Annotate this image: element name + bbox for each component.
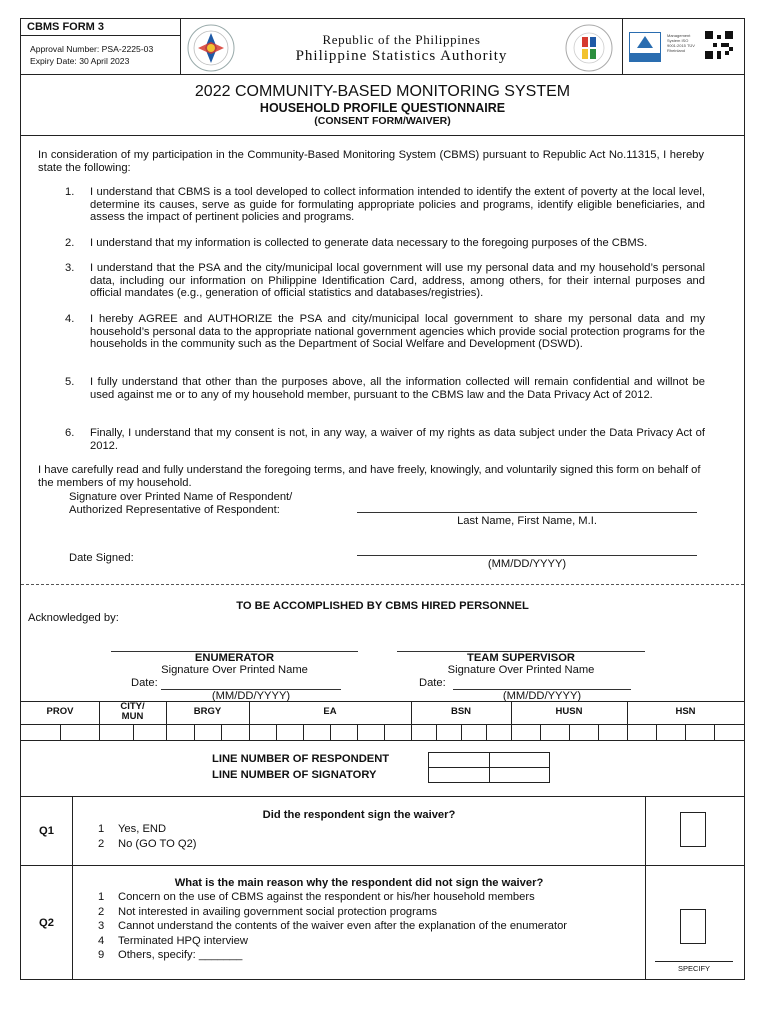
- consent-intro: In consideration of my participation in the Community-Based Monitoring System (CBMS) pursuant to Republic Act No.11315, I hereby state the following:: [38, 149, 704, 174]
- q2-id: Q2: [21, 866, 73, 979]
- item-text: I fully understand that other than the purposes above, all the information collected will remain confidential and willnot be used against me or to any of my household member, pursuant to the CBMS law and the Data Privacy Act of 2012.: [90, 376, 705, 401]
- digit-cell[interactable]: [461, 724, 462, 740]
- item-text: I understand that the PSA and the city/municipal local government will use my personal data and my household’s personal data, including our information on Philippine Identification Card, address, among others, for their internal purposes and official mandates (e.g., generation of official statistics and databases/registries).: [90, 262, 705, 299]
- digit-cell[interactable]: [60, 724, 61, 740]
- form-id-cell: [21, 19, 181, 74]
- digit-cell[interactable]: [330, 724, 331, 740]
- questionnaire-title: HOUSEHOLD PROFILE QUESTIONNAIRE: [259, 101, 506, 115]
- digit-cell[interactable]: [540, 724, 541, 740]
- certification-text: Management System ISO 9001:2015 TÜV Rheinland: [667, 33, 695, 53]
- cut-line: [21, 584, 744, 585]
- q2-option: 1 Concern on the use of CBMS against the respondent or his/her household members: [98, 891, 535, 903]
- q2-option: 4 Terminated HPQ interview: [98, 934, 248, 947]
- enumerator-date-label: Date:: [131, 677, 158, 689]
- respondent-line-label: LINE NUMBER OF RESPONDENT: [212, 753, 390, 765]
- citymun-header-line2: MUN: [121, 711, 144, 722]
- digit-cell[interactable]: [303, 724, 304, 740]
- digit-cell[interactable]: [133, 724, 134, 740]
- answer-column-divider: [645, 797, 646, 865]
- husn-header: HUSN: [555, 706, 583, 717]
- triangle-icon: [637, 36, 653, 48]
- digit-cell[interactable]: [194, 724, 195, 740]
- item-number: 5.: [65, 376, 75, 388]
- supervisor-signature-hint: Signature Over Printed Name: [447, 664, 595, 676]
- enumerator-signature-hint: Signature Over Printed Name: [161, 664, 308, 676]
- citymun-header-line1: CITY/: [120, 701, 145, 712]
- date-format-hint: (MM/DD/YYYY): [487, 558, 567, 570]
- digit-cell[interactable]: [685, 724, 686, 740]
- supervisor-date-format: (MM/DD/YYYY): [502, 690, 582, 702]
- personnel-heading: TO BE ACCOMPLISHED BY CBMS HIRED PERSONNEL: [236, 600, 529, 612]
- q1-question: Did the respondent sign the waiver?: [262, 809, 456, 821]
- bsn-header: BSN: [450, 706, 472, 717]
- digit-cell[interactable]: [221, 724, 222, 740]
- approval-info: [30, 43, 153, 67]
- table-rule: [21, 724, 744, 725]
- expiry-date: Expiry Date: 30 April 2023: [30, 56, 130, 66]
- digit-cell[interactable]: [384, 724, 385, 740]
- respondent-signature-label: [69, 491, 292, 516]
- qr-code-icon: [705, 31, 733, 59]
- form-header: [21, 19, 744, 75]
- digit-cell[interactable]: [598, 724, 599, 740]
- q1-answer-box[interactable]: [680, 812, 706, 847]
- q2-option: 9 Others, specify: _______: [98, 949, 243, 962]
- q2-specify-label: SPECIFY: [677, 964, 711, 973]
- supervisor-date-label: Date:: [419, 677, 446, 689]
- republic-heading: Republic of the Philippines: [322, 32, 481, 47]
- item-number: 6.: [65, 427, 75, 439]
- signature-label-line2: Authorized Representative of Respondent:: [69, 503, 280, 516]
- digit-cell[interactable]: [486, 724, 487, 740]
- q2-options: [98, 890, 567, 963]
- digit-cell[interactable]: [276, 724, 277, 740]
- ea-header: EA: [323, 706, 337, 717]
- hsn-header: HSN: [675, 706, 696, 717]
- item-number: 1.: [65, 186, 75, 198]
- line-number-boxes[interactable]: [428, 752, 550, 783]
- geographic-id-table: [21, 701, 744, 740]
- form-subtitle: (CONSENT FORM/WAIVER): [314, 115, 451, 127]
- item-number: 2.: [65, 237, 75, 249]
- brgy-header: BRGY: [193, 706, 222, 717]
- approval-number: Approval Number: PSA-2225-03: [30, 44, 154, 54]
- enumerator-date-format: (MM/DD/YYYY): [211, 690, 291, 702]
- prov-header: PROV: [46, 706, 74, 717]
- question-q2: [21, 866, 744, 979]
- consent-item: [65, 427, 705, 452]
- digit-cell[interactable]: [714, 724, 715, 740]
- digit-cell[interactable]: [656, 724, 657, 740]
- answer-column-divider: [645, 866, 646, 979]
- name-format-hint: Last Name, First Name, M.I.: [457, 515, 597, 527]
- form-frame: [20, 18, 745, 980]
- item-text: I understand that CBMS is a tool developed to collect information intended to identify the extent of poverty at the local level, determine its causes, serve as guide for formulating appropriate policies and programs, identify eligible beneficiaries, and assess the impact of pertinent policies and programs.: [90, 186, 705, 223]
- citymun-header: [99, 702, 166, 722]
- acknowledged-label: Acknowledged by:: [28, 612, 119, 624]
- signatory-line-label: LINE NUMBER OF SIGNATORY: [212, 769, 377, 781]
- date-signed-label: Date Signed:: [69, 552, 134, 564]
- respondent-signature-field[interactable]: [357, 512, 697, 513]
- digit-cell[interactable]: [357, 724, 358, 740]
- enumerator-title: ENUMERATOR: [194, 652, 275, 664]
- item-number: 3.: [65, 262, 75, 274]
- q2-option: 3 Cannot understand the contents of the waiver even after the explanation of the enumerator: [98, 920, 568, 933]
- agency-name: Philippine Statistics Authority: [295, 48, 508, 64]
- consent-closing: I have carefully read and fully understand the foregoing terms, and have freely, knowingly, and voluntarily signed this form on behalf of the members of my household.: [38, 464, 701, 489]
- certification-mark-icon: [629, 32, 661, 62]
- consent-item: [65, 186, 705, 224]
- item-text: Finally, I understand that my consent is not, in any way, a waiver of my rights as data subject under the Data Privacy Act of 2012.: [90, 427, 705, 452]
- consent-item: [65, 262, 705, 300]
- supervisor-title: TEAM SUPERVISOR: [467, 652, 575, 664]
- form-number: CBMS FORM 3: [27, 21, 104, 33]
- cbms-logo-icon: [562, 23, 616, 73]
- date-signed-field[interactable]: [357, 555, 697, 556]
- q1-options: [98, 822, 197, 851]
- item-number: 4.: [65, 313, 75, 325]
- consent-item: [65, 313, 705, 351]
- q1-id: Q1: [21, 797, 73, 865]
- q2-option: 2 Not interested in availing government social protection programs: [98, 905, 438, 918]
- q1-option: 2 No (GO TO Q2): [98, 837, 197, 850]
- item-text: I understand that my information is collected to generate data necessary to the foregoing purposes of the CBMS.: [90, 237, 648, 249]
- q2-answer-box[interactable]: [680, 909, 706, 944]
- item-text: I hereby AGREE and AUTHORIZE the PSA and city/municipal local government to share my personal data and my household’s personal data to the appropriate national government agencies which provide social protection programs for the households in the community such as the Department of Social Welfare and Development (DSWD).: [90, 313, 705, 350]
- signature-label-line1: Signature over Printed Name of Respondent/: [69, 491, 293, 503]
- cert-band: [630, 53, 660, 61]
- divider: [21, 35, 180, 36]
- digit-cell[interactable]: [436, 724, 437, 740]
- q1-option: 1 Yes, END: [98, 823, 167, 835]
- q2-question: What is the main reason why the respondent did not sign the waiver?: [174, 877, 544, 889]
- agency-cell: [181, 19, 623, 74]
- consent-item: [65, 376, 705, 401]
- box-divider: [429, 767, 549, 768]
- consent-item: [65, 237, 705, 250]
- question-q1: [21, 797, 744, 866]
- certification-cell: [623, 19, 744, 74]
- line-number-section: [21, 740, 744, 797]
- survey-title: 2022 COMMUNITY-BASED MONITORING SYSTEM: [194, 83, 571, 100]
- digit-cell[interactable]: [569, 724, 570, 740]
- title-block: [21, 75, 744, 136]
- q2-specify-field[interactable]: [655, 961, 733, 962]
